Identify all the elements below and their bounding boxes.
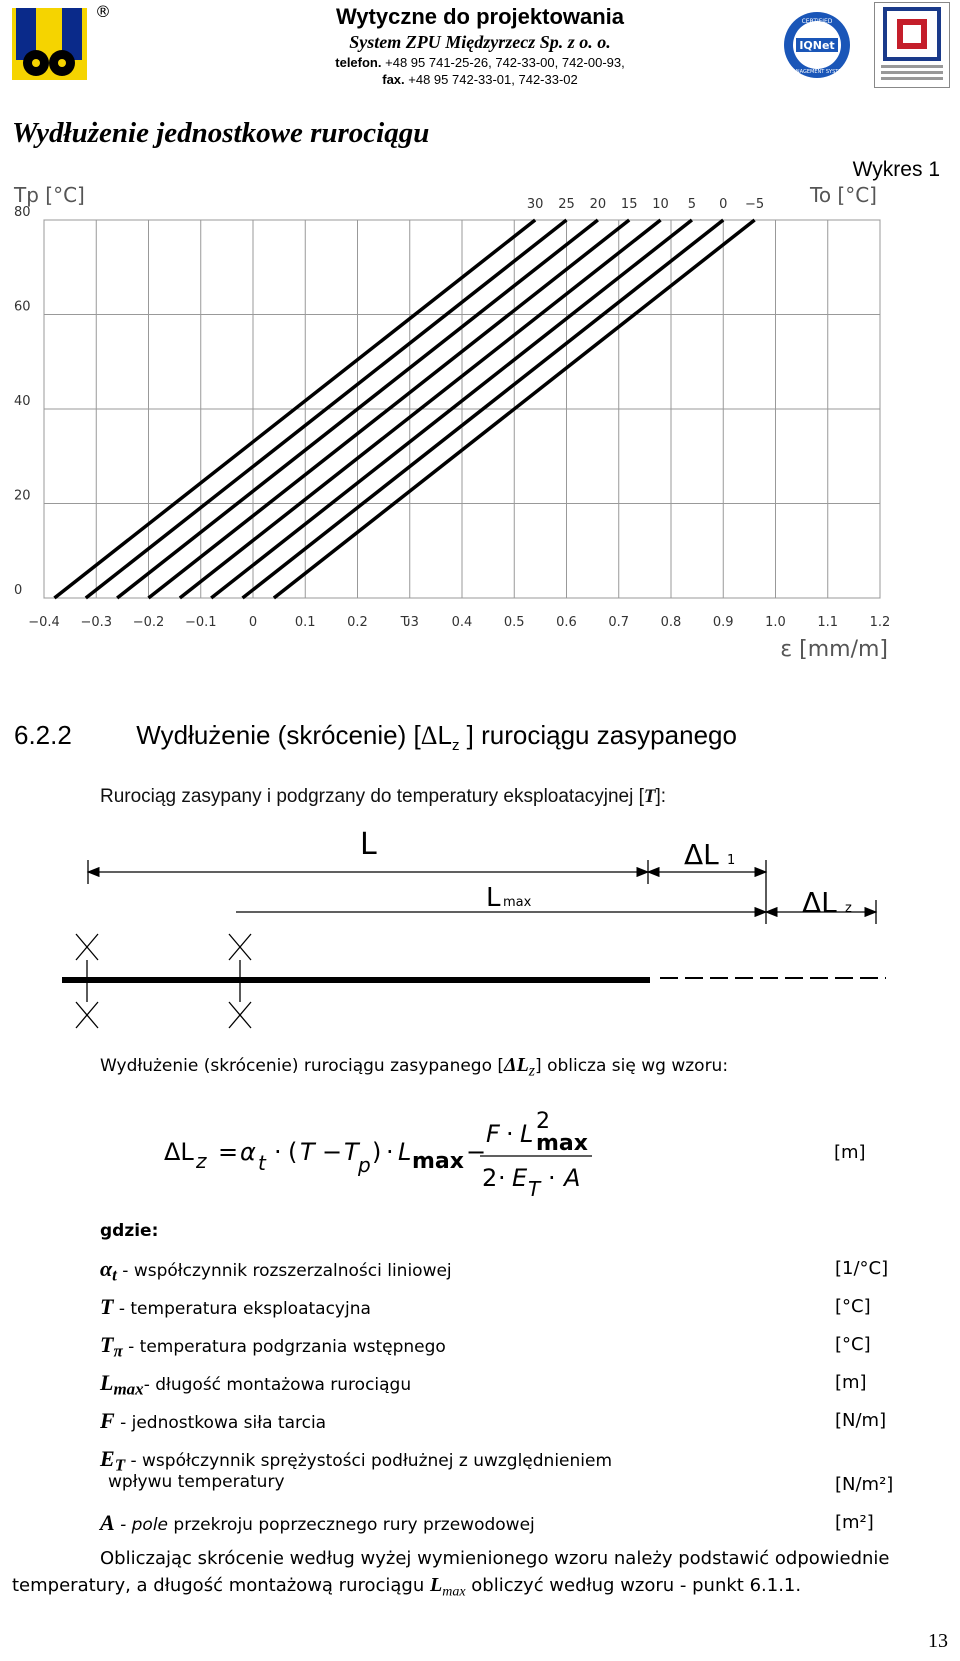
var-unit: [°C] <box>835 1334 871 1355</box>
formula-intro-post: ] oblicza się wg wzoru: <box>535 1056 729 1076</box>
variable-row <box>100 1510 535 1536</box>
x-tick-label: 0.6 <box>556 615 577 630</box>
label-dL1: ΔL <box>684 838 719 871</box>
cert-logo-arc: CERTIFIED <box>801 18 833 25</box>
formula-num-sup: 2 <box>536 1109 550 1134</box>
var-sym: A <box>100 1510 115 1535</box>
label-Lmax: L <box>486 883 501 913</box>
formula-intro <box>100 1054 728 1080</box>
y-axis-title: Tp [°C] <box>14 183 85 207</box>
y-tick-label: 20 <box>14 488 31 504</box>
fax-value: +48 95 742-33-01, 742-33-02 <box>408 72 578 87</box>
final-line-2-pre: temperatury, a długość montażową rurociągu <box>12 1575 430 1596</box>
var-unit: [N/m²] <box>835 1474 894 1495</box>
formula-num-sub: max <box>536 1131 588 1156</box>
series-label: 0 <box>719 197 728 212</box>
certified-seal <box>782 10 852 80</box>
intro-pre: Rurociąg zasypany i podgrzany do temperatury eksploatacyjnej [ <box>100 786 644 807</box>
label-dL1-sub: 1 <box>727 853 736 868</box>
section-sub-z: z <box>451 737 460 755</box>
var-unit: [m] <box>835 1372 867 1393</box>
x-tick-label: 0.8 <box>660 615 682 630</box>
var-unit: [N/m] <box>835 1410 887 1431</box>
variable-row <box>100 1408 326 1434</box>
x-tick-label: 0.2 <box>347 615 368 630</box>
formula <box>140 1100 960 1200</box>
var-sub: π <box>113 1341 123 1361</box>
x-tick-label: 0.5 <box>503 615 525 630</box>
y-tick-label: 80 <box>14 205 31 220</box>
chart-label: Wykres 1 <box>852 158 940 181</box>
x-tick-label: 0.7 <box>608 615 630 630</box>
final-L-sub: max <box>442 1584 466 1600</box>
formula-eq: = <box>218 1138 239 1166</box>
pipe-diagram <box>0 830 960 1030</box>
label-dLz-sub: z <box>845 901 852 916</box>
x-tick-label: −0.2 <box>132 615 165 630</box>
final-line-2-post: obliczyć według wzoru - punkt 6.1.1. <box>465 1575 802 1596</box>
section-title-post: ] rurociągu zasypanego <box>459 720 737 750</box>
series-label: −5 <box>745 197 765 212</box>
x-tick-label: 1.0 <box>765 615 786 630</box>
x-axis-title: ε [mm/m] <box>780 637 888 662</box>
label-Lmax-sub: max <box>503 895 532 910</box>
formula-paren-open: ( <box>288 1138 298 1166</box>
var-sym: α <box>100 1256 113 1281</box>
series-label: 20 <box>589 197 607 212</box>
var-sym: E <box>100 1446 115 1471</box>
intro-post: ]: <box>655 786 667 807</box>
formula-den-dot-2: · <box>548 1164 556 1192</box>
section-number: 6.2.2 <box>14 720 72 750</box>
x-tick-label: Ԏ3 <box>400 615 419 630</box>
header-company: System ZPU Międzyrzecz Sp. z o. o. <box>349 32 611 52</box>
variable-row <box>100 1370 411 1399</box>
var-desc-line2: wpływu temperatury <box>108 1472 285 1492</box>
formula-Tp-sub: p <box>358 1153 371 1177</box>
cert-logo-text: IQNet <box>799 39 835 52</box>
formula-T: T <box>300 1138 315 1166</box>
formula-minus-2: − <box>466 1138 487 1166</box>
formula-unit: [m] <box>834 1142 866 1163</box>
to-axis-title: To [°C] <box>810 183 877 207</box>
variable-row <box>100 1256 452 1285</box>
phone-label: telefon. <box>335 55 382 70</box>
var-desc: - temperatura podgrzania wstępnego <box>122 1337 446 1357</box>
var-sym: T <box>100 1332 114 1357</box>
formula-lhs: ΔL <box>164 1138 194 1166</box>
x-tick-label: −0.4 <box>28 615 60 630</box>
var-desc: - współczynnik sprężystości podłużnej z uwzględnieniem <box>125 1451 613 1471</box>
section-heading <box>14 720 737 754</box>
formula-alpha: α <box>240 1138 256 1166</box>
final-line-2 <box>12 1572 952 1606</box>
var-sub: max <box>113 1379 144 1399</box>
formula-den-sub: T <box>528 1177 541 1200</box>
final-L: L <box>429 1574 443 1596</box>
var-desc-italic: - pole <box>114 1515 169 1535</box>
fax-label: fax. <box>382 72 405 87</box>
x-tick-label: 0.4 <box>451 615 473 630</box>
delta-symbol: Δ <box>420 721 438 750</box>
var-unit: [m²] <box>835 1512 874 1533</box>
formula-den-dot: · <box>498 1164 506 1192</box>
intro-text <box>100 786 666 808</box>
chart-labels <box>13 183 890 662</box>
formula-minus: − <box>322 1138 343 1166</box>
series-label: 25 <box>558 197 575 212</box>
formula-num-F: F <box>486 1120 500 1148</box>
formula-den-E: E <box>512 1164 528 1192</box>
x-tick-label: −0.1 <box>184 615 217 630</box>
x-tick-label: −0.3 <box>80 615 113 630</box>
formula-lhs-sub: z <box>196 1149 207 1173</box>
var-sub: T <box>114 1455 126 1475</box>
formula-intro-sub: z <box>528 1062 536 1080</box>
section-title-pre: Wydłużenie (skrócenie) [ <box>136 720 421 750</box>
variable-row <box>100 1294 371 1320</box>
series-label: 30 <box>526 197 544 212</box>
y-tick-label: 40 <box>14 394 31 409</box>
variable-row <box>100 1332 446 1361</box>
formula-L: L <box>398 1138 412 1166</box>
var-unit: [°C] <box>835 1296 871 1317</box>
formula-den-2: 2 <box>482 1164 498 1192</box>
var-sym: L <box>100 1370 114 1395</box>
series-label: 5 <box>687 197 697 212</box>
variable-row <box>100 1446 612 1475</box>
formula-paren-close: ) <box>372 1138 382 1166</box>
x-tick-label: 1.2 <box>869 615 891 630</box>
x-tick-label: 0 <box>248 615 258 630</box>
series-label: 15 <box>620 197 638 212</box>
formula-dot-1: · <box>274 1138 282 1166</box>
cert-logo-bottom: MANAGEMENT SYSTEM <box>788 69 846 75</box>
var-sym: T <box>100 1294 114 1319</box>
formula-dot-2: · <box>386 1138 394 1166</box>
formula-den-A: A <box>564 1164 581 1192</box>
phone-value: +48 95 741-25-26, 742-33-00, 742-00-93, <box>385 55 625 70</box>
var-desc: - jednostkowa siła tarcia <box>114 1413 327 1433</box>
section-L: L <box>437 720 452 750</box>
header-title: Wytyczne do projektowania <box>335 4 625 29</box>
formula-alpha-sub: t <box>258 1151 266 1175</box>
registered-mark: ® <box>95 2 111 21</box>
certificate-graphic <box>875 3 949 87</box>
x-tick-label: 1.1 <box>817 615 839 630</box>
y-tick-label: 0 <box>14 583 23 598</box>
final-line-1: Obliczając skrócenie według wyżej wymienionego wzoru należy podstawić odpowiednie <box>100 1548 890 1569</box>
formula-intro-pre: Wydłużenie (skrócenie) rurociągu zasypanego [ <box>100 1056 505 1076</box>
y-tick-label: 60 <box>14 299 31 315</box>
var-desc: - temperatura eksploatacyjna <box>113 1299 371 1319</box>
var-desc: - długość montażowa rurociągu <box>143 1375 412 1395</box>
formula-intro-sym: ΔL <box>504 1054 529 1076</box>
formula-num-L: L <box>520 1120 534 1148</box>
var-desc: przekroju poprzecznego rury przewodowej <box>168 1515 535 1535</box>
formula-L-sub: max <box>412 1149 464 1174</box>
page-title: Wydłużenie jednostkowe rurociągu <box>12 117 430 149</box>
var-unit: [1/°C] <box>835 1258 889 1279</box>
var-sym: F <box>100 1408 115 1433</box>
final-paragraph <box>12 1546 952 1606</box>
formula-Tp: T <box>344 1138 359 1166</box>
formula-num-dot: · <box>506 1120 514 1148</box>
var-sub: t <box>112 1265 117 1285</box>
gdzie-label: gdzie: <box>100 1221 159 1241</box>
x-tick-label: 0.1 <box>294 615 316 630</box>
quality-certificate-logo <box>874 2 950 88</box>
elongation-chart <box>0 180 960 700</box>
intro-T: T <box>643 786 656 807</box>
x-tick-label: 0.9 <box>712 615 734 630</box>
var-desc: - współczynnik rozszerzalności liniowej <box>116 1261 452 1281</box>
series-label: 10 <box>652 197 669 212</box>
certification-logo <box>782 10 852 80</box>
label-dLz: ΔL <box>802 886 837 919</box>
label-L: L <box>360 830 377 862</box>
page-number: 13 <box>928 1630 948 1652</box>
